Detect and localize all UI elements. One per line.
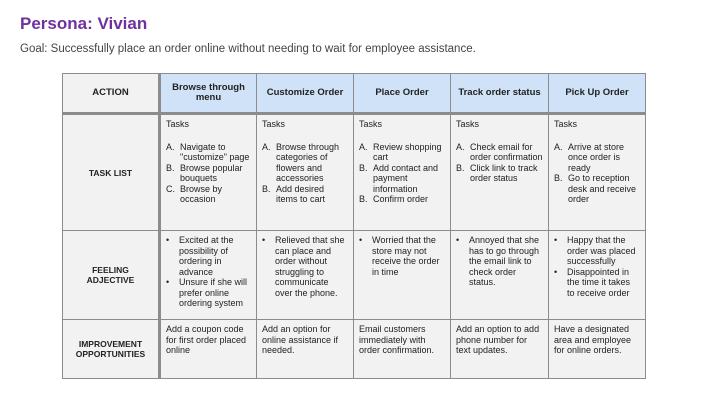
feeling-cell — [354, 231, 451, 320]
row-label-improvement: IMPROVEMENT OPPORTUNITIES — [63, 320, 160, 379]
task-marker: A. — [166, 141, 175, 152]
task-cell — [354, 114, 451, 231]
feeling-item — [554, 235, 640, 267]
task-cell — [160, 114, 257, 231]
task-item — [456, 163, 543, 184]
task-text: Confirm order — [373, 194, 429, 204]
task-item — [166, 142, 251, 163]
feeling-text: Excited at the possibility of ordering in advance — [179, 235, 234, 277]
feeling-list — [554, 235, 640, 298]
feeling-cell — [549, 231, 646, 320]
task-item — [456, 142, 543, 163]
task-list — [166, 142, 251, 205]
task-item — [166, 184, 251, 205]
feeling-item — [166, 235, 251, 277]
tasks-heading: Tasks — [359, 119, 383, 129]
task-marker: B. — [166, 162, 175, 173]
task-list — [456, 142, 543, 184]
task-text: Go to reception desk and receive order — [568, 173, 637, 204]
task-item — [262, 142, 348, 184]
stage-header: Browse through menu — [160, 74, 257, 114]
task-text: Navigate to "customize" page — [180, 141, 250, 162]
stage-header: Pick Up Order — [549, 74, 646, 114]
improvement-cell: Add an option to add phone number for text updates. — [451, 320, 549, 379]
feeling-text: Disappointed in the time it takes to receive order — [567, 266, 631, 298]
task-marker: B. — [262, 183, 271, 194]
improvement-row — [63, 320, 646, 379]
task-item — [262, 184, 348, 205]
bullet-marker: • — [262, 235, 266, 245]
feeling-text: Happy that the order was placed successfully — [567, 235, 636, 266]
stage-header: Track order status — [451, 74, 549, 114]
bullet-marker: • — [166, 277, 170, 287]
bullet-marker: • — [456, 235, 460, 245]
stage-header: Place Order — [354, 74, 451, 114]
task-text: Browse through categories of flowers and accessories — [276, 141, 340, 183]
bullet-marker: • — [166, 235, 170, 245]
tasks-heading: Tasks — [166, 119, 190, 129]
feeling-item — [554, 267, 640, 299]
feeling-list — [166, 235, 251, 309]
task-text: Review shopping cart — [373, 141, 442, 162]
feeling-cell — [160, 231, 257, 320]
feeling-text: Relieved that she can place and order without struggling to communicate over the phone. — [275, 235, 345, 298]
feeling-list — [359, 235, 445, 277]
persona-title: Persona: Vivian — [20, 14, 148, 33]
task-marker: B. — [554, 173, 563, 183]
task-item — [166, 163, 251, 184]
task-marker: A. — [456, 141, 465, 152]
row-label-feeling: FEELING ADJECTIVE — [63, 231, 160, 320]
task-text: Arrive at store once order is ready — [568, 141, 625, 173]
improvement-cell: Add a coupon code for first order placed online — [160, 320, 257, 379]
stage-header: Customize Order — [257, 74, 354, 114]
task-marker: A. — [554, 141, 563, 152]
task-text: Browse by occasion — [180, 183, 223, 204]
persona-goal: Goal: Successfully place an order online without needing to wait for employee assistance. — [20, 43, 476, 55]
improvement-cell: Email customers immediately with order confirmation. — [354, 320, 451, 379]
feeling-item — [456, 235, 543, 288]
row-label-action: ACTION — [63, 74, 160, 114]
task-item — [554, 173, 640, 205]
task-list — [359, 142, 445, 205]
task-text: Browse popular bouquets — [180, 162, 243, 183]
bullet-marker: • — [554, 235, 558, 245]
task-marker: B. — [456, 162, 465, 173]
task-cell — [549, 114, 646, 231]
feeling-text: Unsure if she will prefer online ordering system — [179, 277, 248, 308]
task-list — [262, 142, 348, 205]
task-marker: B. — [359, 194, 368, 204]
bullet-marker: • — [554, 266, 558, 277]
journey-map-table — [62, 73, 646, 379]
task-list — [554, 142, 640, 205]
task-marker: C. — [166, 183, 175, 194]
task-text: Add contact and payment information — [373, 162, 439, 194]
stage-header-row — [63, 74, 646, 114]
tasks-heading: Tasks — [456, 119, 480, 129]
task-marker: B. — [359, 162, 368, 173]
task-item — [359, 194, 445, 205]
feeling-cell — [257, 231, 354, 320]
task-marker: A. — [359, 141, 368, 152]
task-text: Add desired items to cart — [276, 183, 326, 204]
task-list-row — [63, 114, 646, 231]
row-label-task-list: TASK LIST — [63, 114, 160, 231]
feeling-list — [262, 235, 348, 298]
task-cell — [451, 114, 549, 231]
improvement-cell: Have a designated area and employee for online orders. — [549, 320, 646, 379]
feeling-item — [166, 277, 251, 309]
bullet-marker: • — [359, 235, 363, 245]
feeling-text: Worried that the store may not receive the order in time — [372, 235, 440, 277]
task-item — [554, 142, 640, 174]
tasks-heading: Tasks — [554, 119, 578, 129]
feeling-item — [262, 235, 348, 298]
task-text: Click link to track order status — [470, 162, 538, 183]
task-item — [359, 163, 445, 195]
feeling-text: Annoyed that she has to go through the email link to check order status. — [469, 235, 540, 287]
tasks-heading: Tasks — [262, 119, 286, 129]
feeling-cell — [451, 231, 549, 320]
task-text: Check email for order confirmation — [470, 141, 543, 162]
task-marker: A. — [262, 141, 271, 152]
feeling-item — [359, 235, 445, 277]
task-item — [359, 142, 445, 163]
feeling-row — [63, 231, 646, 320]
improvement-cell: Add an option for online assistance if needed. — [257, 320, 354, 379]
feeling-list — [456, 235, 543, 288]
task-cell — [257, 114, 354, 231]
